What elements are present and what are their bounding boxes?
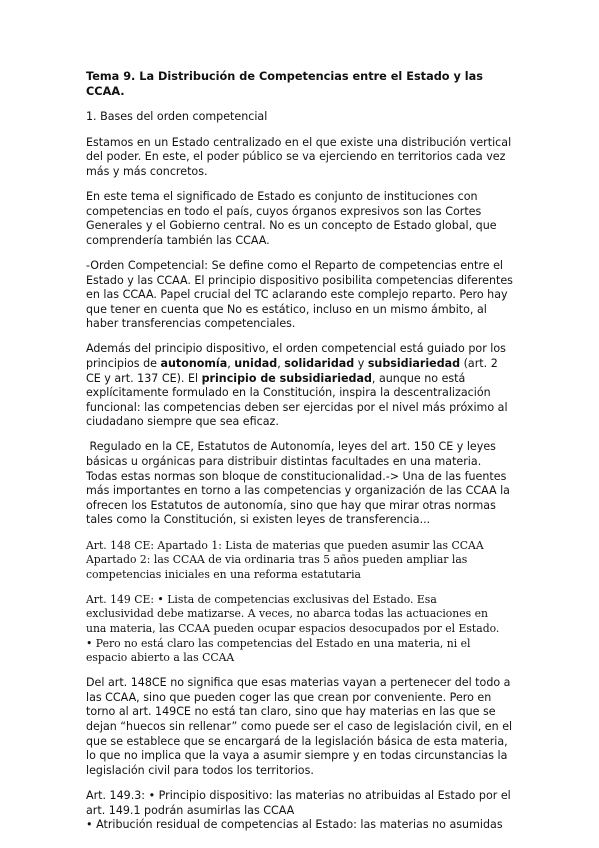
bold-term: principio de subsidiariedad bbox=[201, 371, 372, 385]
paragraph-148-vs-149 bbox=[86, 676, 518, 778]
document-title bbox=[86, 70, 518, 99]
paragraph-estado-definition bbox=[86, 190, 518, 248]
text-run: CE y art. 137 CE). El bbox=[86, 371, 202, 385]
text-line: Art. 148 CE: Apartado 1: Lista de materias que pueden asumir las CCAA bbox=[86, 538, 484, 552]
text-line bbox=[86, 372, 518, 387]
text-line: Estado y las CCAA. El principio dispositivo posibilita competencias diferentes bbox=[86, 273, 513, 287]
title-line: CCAA. bbox=[86, 84, 125, 98]
text-line: Todas estas normas son bloque de constitucionalidad.-> Una de las fuentes bbox=[86, 469, 507, 483]
text-run: , bbox=[277, 357, 285, 370]
text-line: más importantes en torno a las competencias y organización de las CCAA la bbox=[86, 484, 510, 498]
text-line: Art. 149 CE: • Lista de competencias exclusivas del Estado. Esa bbox=[86, 592, 437, 606]
text-line: Art. 149.3: • Principio dispositivo: las materias no atribuidas al Estado por el bbox=[86, 788, 511, 802]
text-line: explícitamente formulado en la Constitución, inspira la descentralización bbox=[86, 386, 491, 400]
text-line: ciudadano siempre que sea eficaz. bbox=[86, 415, 279, 429]
text-line: funcional: las competencias deben ser ejercidas por el nivel más próximo al bbox=[86, 400, 508, 414]
paragraph-art-149-3 bbox=[86, 789, 518, 833]
text-line bbox=[86, 357, 518, 372]
paragraph-art-149 bbox=[86, 593, 518, 666]
bold-term: autonomía bbox=[160, 357, 228, 370]
text-line: • Pero no está claro las competencias del Estado en una materia, ni el bbox=[86, 636, 471, 650]
paragraph-art-148 bbox=[86, 539, 518, 583]
text-line: más y más concretos. bbox=[86, 164, 208, 178]
text-line: En este tema el significado de Estado es conjunto de instituciones con bbox=[86, 190, 478, 204]
text-line: en las CCAA. Papel crucial del TC aclarando este complejo reparto. Pero hay bbox=[86, 288, 508, 302]
text-line: Del art. 148CE no significa que esas materias vayan a pertenecer del todo a bbox=[86, 676, 511, 690]
paragraph-intro bbox=[86, 136, 518, 180]
text-line: una materia, las CCAA pueden ocupar espacios desocupados por el Estado. bbox=[86, 622, 500, 635]
paragraph-principios bbox=[86, 342, 518, 430]
document-body bbox=[86, 70, 518, 843]
text-line: Estamos en un Estado centralizado en el que existe una distribución vertical bbox=[86, 135, 512, 149]
text-line: Regulado en la CE, Estatutos de Autonomía, leyes del art. 150 CE y leyes bbox=[86, 440, 496, 454]
text-run: y bbox=[354, 357, 368, 370]
text-line: comprendería también las CCAA. bbox=[86, 233, 270, 247]
text-line: dejan “huecos sin rellenar” como puede ser el caso de legislación civil, en el bbox=[86, 720, 513, 734]
text-line: Además del principio dispositivo, el orden competencial está guiado por los bbox=[86, 342, 506, 356]
text-line: lo que no implica que la vaya a asumir siempre y en todas circunstancias la bbox=[86, 749, 508, 763]
text-line: básicas u orgánicas para distribuir distintas facultades en una materia. bbox=[86, 455, 482, 469]
paragraph-regulacion bbox=[86, 440, 518, 528]
text-line: que tener en cuenta que No es estático, incluso en un mismo ámbito, al bbox=[86, 302, 487, 316]
text-line: ofrecen los Estatutos de autonomía, sino que hay que mirar otras normas bbox=[86, 498, 496, 512]
text-run: principios de bbox=[86, 357, 161, 370]
text-run: , aunque no está bbox=[371, 371, 466, 385]
text-run: , bbox=[227, 357, 235, 370]
text-line: haber transferencias competenciales. bbox=[86, 317, 296, 331]
text-line: legislación civil para todos los territorios. bbox=[86, 763, 314, 777]
paragraph-orden-competencial bbox=[86, 259, 518, 332]
text-line: exclusividad debe matizarse. A veces, no abarca todas las actuaciones en bbox=[86, 607, 488, 621]
text-line: las CCAA, sino que pueden coger las que crean por conveniente. Pero en bbox=[86, 690, 492, 704]
text-line: art. 149.1 podrán asumirlas las CCAA bbox=[86, 803, 295, 817]
text-run: (art. 2 bbox=[460, 357, 498, 370]
text-line: espacio abierto a las CCAA bbox=[86, 651, 235, 665]
text-line: competencias en todo el país, cuyos órganos expresivos son las Cortes bbox=[86, 204, 482, 218]
text-line: competencias iniciales en una reforma estatutaria bbox=[86, 567, 361, 581]
text-line: Generales y el Gobierno central. No es un concepto de Estado global, que bbox=[86, 219, 497, 233]
text-line: tales como la Constitución, si existen leyes de transferencia... bbox=[86, 513, 431, 527]
section-heading: 1. Bases del orden competencial bbox=[86, 110, 268, 124]
text-line: torno al art. 149CE no está tan claro, sino que hay materias en las que se bbox=[86, 705, 496, 719]
text-line: -Orden Competencial: Se define como el Reparto de competencias entre el bbox=[86, 258, 503, 272]
bold-term: unidad bbox=[234, 357, 278, 370]
text-line: Apartado 2: las CCAA de via ordinaria tras 5 años pueden ampliar las bbox=[86, 553, 468, 567]
bold-term: subsidiariedad bbox=[367, 357, 461, 370]
bold-term: solidaridad bbox=[284, 357, 355, 370]
text-line: • Atribución residual de competencias al Estado: las materias no asumidas bbox=[86, 818, 503, 832]
title-line: Tema 9. La Distribución de Competencias entre el Estado y las bbox=[86, 70, 483, 83]
text-line: del poder. En este, el poder público se va ejerciendo en territorios cada vez bbox=[86, 150, 506, 164]
text-line: que se establece que se encargará de la legislación básica de esta materia, bbox=[86, 734, 508, 748]
